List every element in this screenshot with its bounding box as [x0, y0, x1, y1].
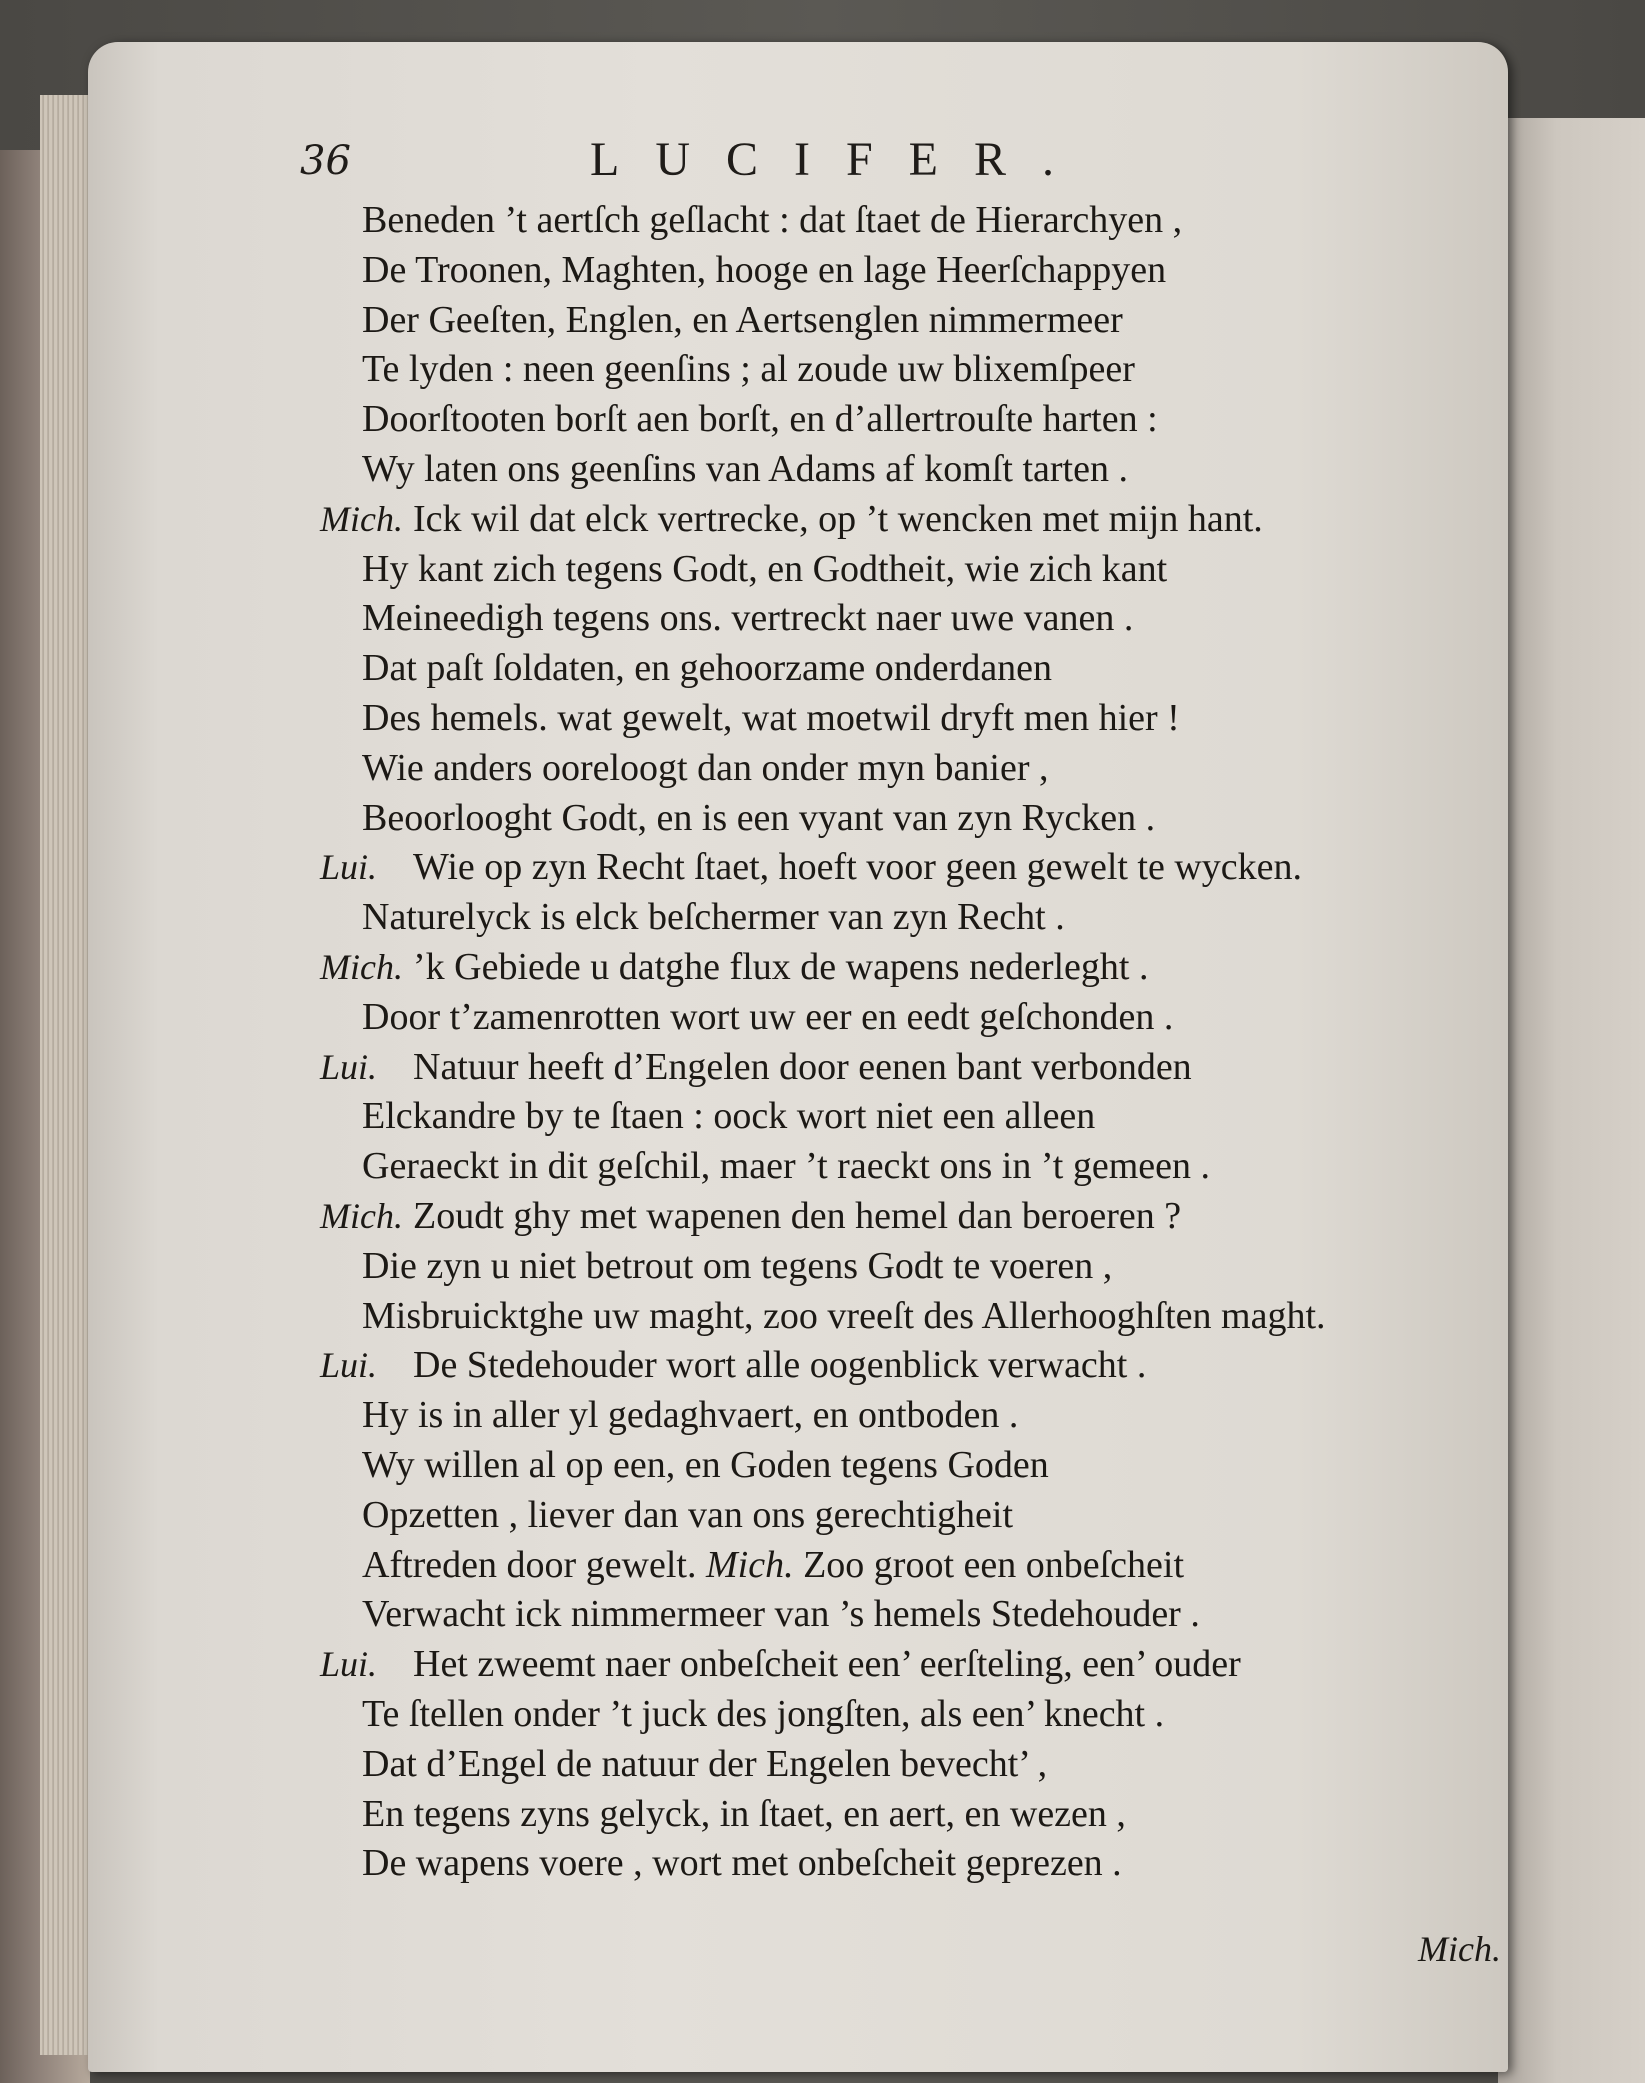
verse-text-part: Elckandre by te ſtaen : oock wort niet een alleen — [362, 1095, 1096, 1138]
verse-line — [310, 893, 1500, 943]
verse-line — [310, 246, 1500, 296]
verse-line — [310, 1640, 1500, 1690]
page-header — [300, 130, 1420, 190]
verse-text-part: Te ſtellen onder ’t juck des jongſten, als een’ knecht . — [362, 1692, 1165, 1735]
verse-text — [413, 943, 1148, 993]
verse-text — [362, 694, 1180, 744]
verse-line — [310, 1242, 1500, 1292]
verse-text-part: Het zweemt naer onbeſcheit een’ eerſteling, een’ ouder — [413, 1643, 1241, 1686]
speaker-label: Lui. — [320, 847, 378, 888]
verse-text — [362, 296, 1123, 346]
verse-line — [310, 1092, 1500, 1142]
verse-text — [362, 794, 1155, 844]
verse-text — [362, 246, 1166, 296]
verse-text-part: Naturelyck is elck beſchermer van zyn Recht . — [362, 896, 1065, 939]
verse-line — [310, 594, 1500, 644]
verse-text-part: Wie anders ooreloogt dan onder myn banier , — [362, 746, 1049, 789]
verse-text-part: Misbruicktghe uw maght, zoo vreeſt des Allerhooghſten maght. — [362, 1294, 1326, 1337]
verse-line — [310, 1292, 1500, 1342]
verse-text — [362, 993, 1173, 1043]
verse-text-part: Ick wil dat elck vertrecke, op ’t wencken met mijn hant. — [413, 497, 1263, 540]
verse-text-part: Aftreden door gewelt. — [362, 1543, 697, 1586]
verse-text — [362, 1690, 1164, 1740]
verse-text — [362, 1491, 1013, 1541]
verse-text-part: Verwacht ick nimmermeer van ’s hemels Stedehouder . — [362, 1593, 1200, 1636]
verse-text-part: Meineedigh tegens ons. vertreckt naer uwe vanen . — [362, 597, 1134, 640]
verse-text — [362, 644, 1052, 694]
verse-text-part: Doorſtooten borſt aen borſt, en d’allertrouſte harten : — [362, 398, 1158, 441]
verse-text-part: Zoudt ghy met wapenen den hemel dan beroeren ? — [413, 1194, 1182, 1237]
verse-block — [310, 196, 1500, 1889]
verse-text-part: Hy is in aller yl gedaghvaert, en ontboden . — [362, 1394, 1019, 1437]
speaker-label: Lui. — [320, 1345, 378, 1386]
verse-text — [362, 1790, 1126, 1840]
speaker-label: Mich. — [320, 1195, 403, 1236]
verse-text-part: Beoorlooght Godt, en is een vyant van zyn Rycken . — [362, 796, 1156, 839]
verse-text — [362, 1142, 1210, 1192]
catchword: Mich. — [1418, 1929, 1501, 1969]
verse-text-part: En tegens zyns gelyck, in ſtaet, en aert, en wezen , — [362, 1792, 1126, 1835]
verse-text — [413, 1192, 1181, 1242]
verse-text-part: ’k Gebiede u datghe flux de wapens nederleght . — [413, 945, 1149, 988]
verse-text — [362, 1441, 1049, 1491]
verse-line — [310, 296, 1500, 346]
verse-line — [310, 1192, 1500, 1242]
verse-text — [362, 545, 1167, 595]
verse-line — [310, 1690, 1500, 1740]
verse-text — [362, 893, 1065, 943]
verse-line — [310, 1341, 1500, 1391]
verse-text — [362, 744, 1048, 794]
verse-text-part: Hy kant zich tegens Godt, en Godtheit, wie zich kant — [362, 547, 1168, 590]
verse-line — [310, 1043, 1500, 1093]
verse-line — [310, 1541, 1500, 1591]
verse-text-part: Geraeckt in dit geſchil, maer ’t raeckt ons in ’t gemeen . — [362, 1145, 1211, 1188]
running-title: LUCIFER. — [590, 133, 1091, 186]
verse-text — [362, 395, 1158, 445]
verse-text-part: De Troonen, Maghten, hooge en lage Heerſchappyen — [362, 248, 1167, 291]
verse-line — [310, 395, 1500, 445]
verse-text-part: De wapens voere , wort met onbeſcheit geprezen . — [362, 1842, 1122, 1885]
verse-text-part: Wy laten ons geenſins van Adams af komſt tarten . — [362, 447, 1128, 490]
verse-line — [310, 1790, 1500, 1840]
verse-line — [310, 445, 1500, 495]
verse-text-part: Te lyden : neen geenſins ; al zoude uw blixemſpeer — [362, 348, 1135, 391]
verse-line — [310, 1839, 1500, 1889]
verse-text — [362, 1740, 1047, 1790]
speaker-label: Mich. — [320, 946, 403, 987]
verse-line — [310, 1740, 1500, 1790]
verse-text — [362, 1292, 1326, 1342]
verse-line — [310, 843, 1500, 893]
speaker-label: Mich. — [320, 498, 403, 539]
verse-text — [362, 1541, 1184, 1591]
verse-line — [310, 694, 1500, 744]
verse-text — [362, 1839, 1122, 1889]
verse-text — [362, 445, 1128, 495]
verse-text-part: Door t’zamenrotten wort uw eer en eedt geſchonden . — [362, 995, 1174, 1038]
verse-line — [310, 1142, 1500, 1192]
verse-line — [310, 744, 1500, 794]
verse-text — [362, 1590, 1200, 1640]
verse-line — [310, 196, 1500, 246]
verse-text — [362, 594, 1133, 644]
speaker-label: Lui. — [320, 1046, 378, 1087]
verse-text-part: Wie op zyn Recht ſtaet, hoeft voor geen gewelt te wycken. — [413, 846, 1303, 889]
verse-text — [362, 1391, 1018, 1441]
verse-text-part: Natuur heeft d’Engelen door eenen bant verbonden — [413, 1045, 1192, 1088]
verse-line — [310, 993, 1500, 1043]
verse-line — [310, 545, 1500, 595]
verse-text-part: Wy willen al op een, en Goden tegens Goden — [362, 1443, 1049, 1486]
verse-line — [310, 1590, 1500, 1640]
verse-line — [310, 794, 1500, 844]
verse-text-part: De Stedehouder wort alle oogenblick verwacht . — [413, 1344, 1147, 1387]
verse-line — [310, 943, 1500, 993]
verse-text — [362, 1092, 1095, 1142]
verse-text — [413, 843, 1302, 893]
verse-line — [310, 1391, 1500, 1441]
verse-text — [362, 345, 1135, 395]
verse-text-part: Opzetten , liever dan van ons gerechtigheit — [362, 1493, 1014, 1536]
verse-text-part: Beneden ’t aertſch geſlacht : dat ſtaet de Hierarchyen , — [362, 199, 1183, 241]
verse-line — [310, 495, 1500, 545]
verse-text-part: Die zyn u niet betrout om tegens Godt te voeren , — [362, 1244, 1113, 1287]
inline-speaker-label: Mich. — [706, 1543, 794, 1586]
verse-text-part: Des hemels. wat gewelt, wat moetwil dryft men hier ! — [362, 696, 1180, 739]
verse-text — [362, 1242, 1112, 1292]
verse-text — [413, 1043, 1192, 1093]
speaker-label: Lui. — [320, 1644, 378, 1685]
verse-line — [310, 345, 1500, 395]
verse-text-part: Zoo groot een onbeſcheit — [803, 1543, 1185, 1586]
verse-text-part: Dat paſt ſoldaten, en gehoorzame onderdanen — [362, 647, 1053, 690]
verse-text — [413, 1640, 1241, 1690]
facing-page — [1498, 118, 1645, 2083]
verse-text — [362, 196, 1182, 246]
verse-text — [413, 1341, 1146, 1391]
verse-text-part: Der Geeſten, Englen, en Aertsenglen nimmermeer — [362, 298, 1123, 341]
page-number: 36 — [300, 138, 351, 184]
verse-text — [413, 495, 1263, 545]
verse-text-part: Dat d’Engel de natuur der Engelen bevecht’ , — [362, 1742, 1048, 1785]
verse-line — [310, 1491, 1500, 1541]
verse-line — [310, 1441, 1500, 1491]
verse-line — [310, 644, 1500, 694]
